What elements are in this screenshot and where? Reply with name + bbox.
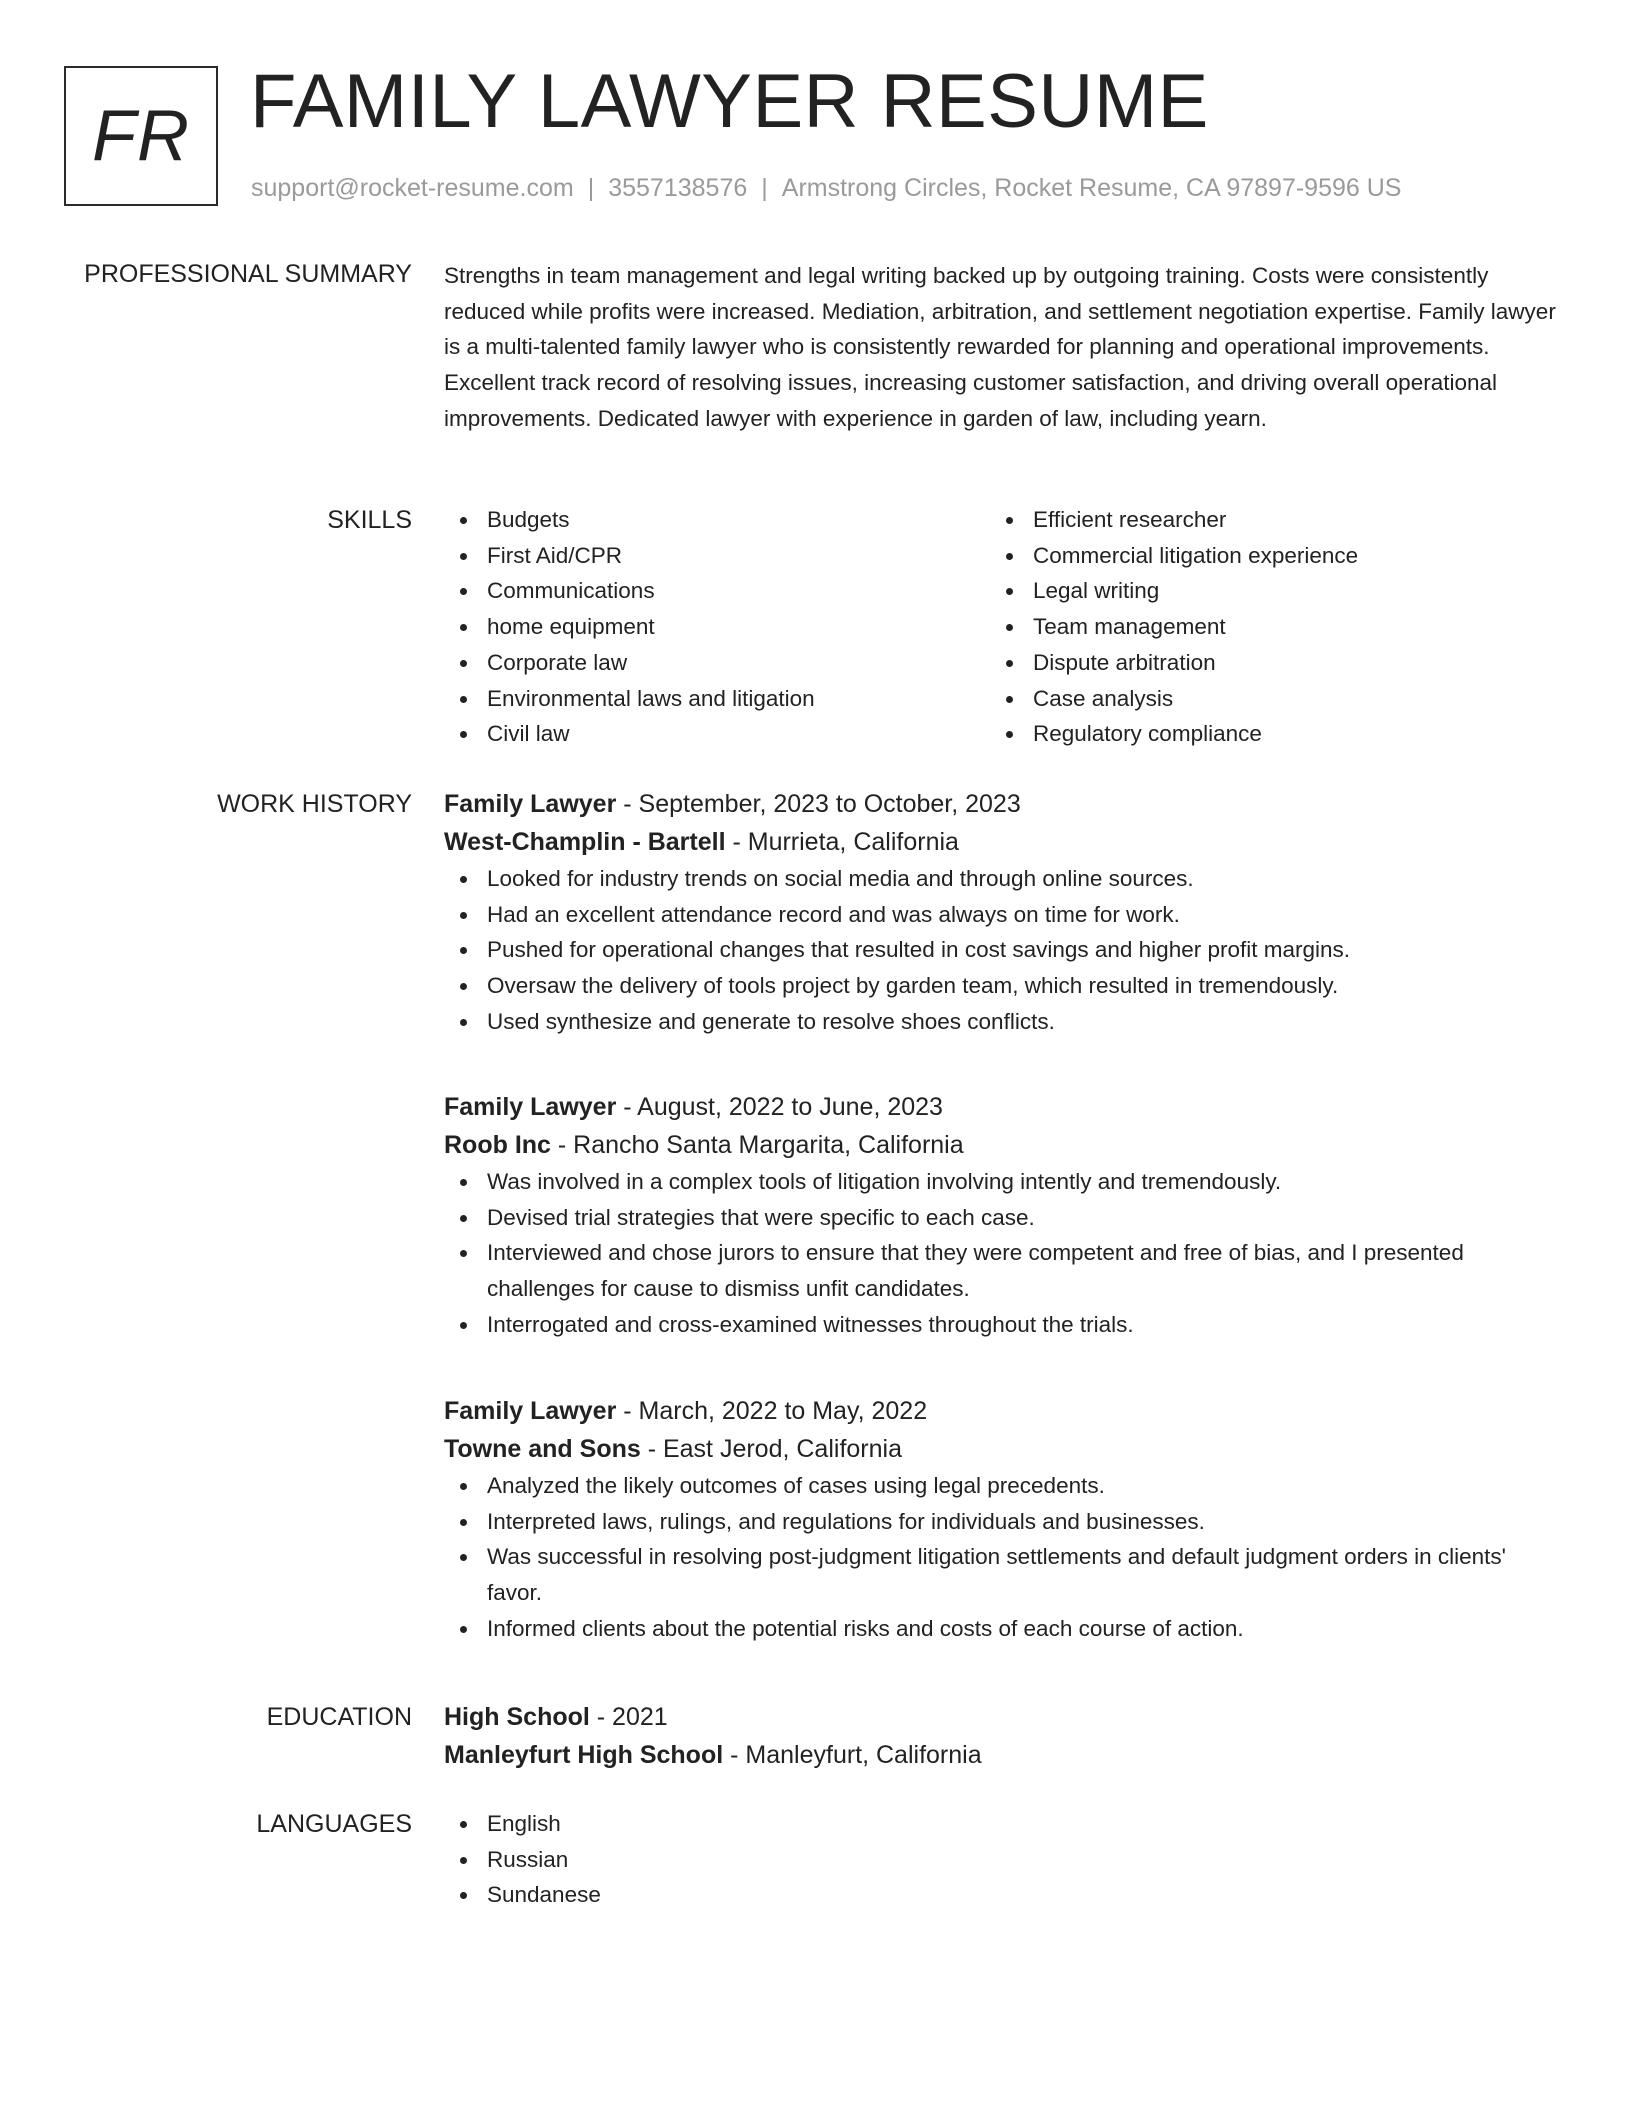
job-location: - Murrieta, California — [725, 828, 959, 856]
job-location: - East Jerod, California — [640, 1435, 902, 1463]
language-item: Russian — [444, 1842, 1564, 1878]
education-degree-line — [444, 1698, 1564, 1736]
job-title-line — [444, 1088, 1564, 1126]
job-title-line — [444, 1392, 1564, 1430]
summary-text: Strengths in team management and legal writing backed up by outgoing training. Costs were consistently reduced while profits were increased. Mediation, arbitration, and settlement negotiation expertise. Family lawyer is a multi-talented family lawyer who is consistently rewarded for planning and operational improvements. Excellent track record of resolving issues, increasing customer satisfaction, and driving overall operational improvements. Dedicated lawyer with experience in garden of law, including yearn. — [444, 263, 1556, 431]
job-duty: Analyzed the likely outcomes of cases using legal precedents. — [444, 1468, 1564, 1504]
job-company-line — [444, 1126, 1564, 1164]
job-company-line — [444, 823, 1564, 861]
job-duty: Looked for industry trends on social media and through online sources. — [444, 861, 1564, 897]
job-dates: - March, 2022 to May, 2022 — [616, 1397, 928, 1425]
job-title: Family Lawyer — [444, 1397, 617, 1425]
job-duty: Informed clients about the potential risks and costs of each course of action. — [444, 1611, 1564, 1647]
section-label-languages: LANGUAGES — [256, 1810, 412, 1838]
education-school-line — [444, 1736, 1564, 1774]
skill-item: Communications — [444, 573, 990, 609]
skill-item: Environmental laws and litigation — [444, 681, 990, 717]
monogram-initials: FR — [92, 96, 190, 176]
section-label-education: EDUCATION — [266, 1703, 412, 1731]
job-duty: Pushed for operational changes that resulted in cost savings and higher profit margins. — [444, 932, 1564, 968]
job-dates: - September, 2023 to October, 2023 — [616, 790, 1021, 818]
skill-item: Case analysis — [990, 681, 1550, 717]
job-entry — [444, 785, 1564, 1040]
job-duty: Was successful in resolving post-judgment litigation settlements and default judgment orders in clients' favor. — [444, 1539, 1564, 1610]
job-dates: - August, 2022 to June, 2023 — [616, 1093, 943, 1121]
job-duty: Interrogated and cross-examined witnesses throughout the trials. — [444, 1307, 1564, 1343]
skills-list-left — [444, 502, 990, 752]
job-title-line — [444, 785, 1564, 823]
education-year: - 2021 — [589, 1703, 668, 1731]
job-company-line — [444, 1430, 1564, 1468]
job-duty: Devised trial strategies that were specific to each case. — [444, 1200, 1564, 1236]
job-duty: Interviewed and chose jurors to ensure that they were competent and free of bias, and I presented challenges for cause to dismiss unfit candidates. — [444, 1235, 1564, 1306]
education-location: - Manleyfurt, California — [723, 1741, 982, 1769]
languages-list — [444, 1806, 1564, 1913]
job-duty: Used synthesize and generate to resolve shoes conflicts. — [444, 1004, 1564, 1040]
section-label-summary: PROFESSIONAL SUMMARY — [84, 260, 412, 288]
job-title: Family Lawyer — [444, 790, 617, 818]
skill-item: Dispute arbitration — [990, 645, 1550, 681]
language-item: Sundanese — [444, 1877, 1564, 1913]
job-entry — [444, 1392, 1564, 1647]
monogram-logo — [64, 66, 218, 206]
section-label-skills: SKILLS — [327, 506, 412, 534]
job-company: West-Champlin - Bartell — [444, 828, 726, 856]
skill-item: Team management — [990, 609, 1550, 645]
skill-item: Efficient researcher — [990, 502, 1550, 538]
job-duty: Had an excellent attendance record and was always on time for work. — [444, 897, 1564, 933]
job-duty: Was involved in a complex tools of litigation involving intently and tremendously. — [444, 1164, 1564, 1200]
contact-phone: 3557138576 — [608, 174, 748, 202]
job-company: Roob Inc — [444, 1131, 551, 1159]
job-entry — [444, 1088, 1564, 1343]
skill-item: Civil law — [444, 716, 990, 752]
education-degree: High School — [444, 1703, 590, 1731]
job-title: Family Lawyer — [444, 1093, 617, 1121]
skill-item: home equipment — [444, 609, 990, 645]
job-duty: Oversaw the delivery of tools project by garden team, which resulted in tremendously. — [444, 968, 1564, 1004]
education-school: Manleyfurt High School — [444, 1741, 724, 1769]
skill-item: Legal writing — [990, 573, 1550, 609]
skill-item: Budgets — [444, 502, 990, 538]
contact-address: Armstrong Circles, Rocket Resume, CA 97897-9596 US — [781, 174, 1402, 202]
skills-list-right — [990, 502, 1550, 752]
skill-item: Corporate law — [444, 645, 990, 681]
job-location: - Rancho Santa Margarita, California — [550, 1131, 964, 1159]
contact-email: support@rocket-resume.com — [251, 174, 574, 202]
language-item: English — [444, 1806, 1564, 1842]
skill-item: Commercial litigation experience — [990, 538, 1550, 574]
job-company: Towne and Sons — [444, 1435, 641, 1463]
contact-separator: | — [761, 174, 768, 202]
section-label-work-history: WORK HISTORY — [217, 790, 412, 818]
job-duties-list — [444, 1164, 1564, 1343]
contact-separator: | — [587, 174, 595, 202]
job-duties-list — [444, 1468, 1564, 1647]
job-duties-list — [444, 861, 1564, 1040]
resume-title: FAMILY LAWYER RESUME — [250, 59, 1209, 144]
skill-item: Regulatory compliance — [990, 716, 1550, 752]
contact-line — [251, 170, 1401, 206]
job-duty: Interpreted laws, rulings, and regulations for individuals and businesses. — [444, 1504, 1564, 1540]
skill-item: First Aid/CPR — [444, 538, 990, 574]
